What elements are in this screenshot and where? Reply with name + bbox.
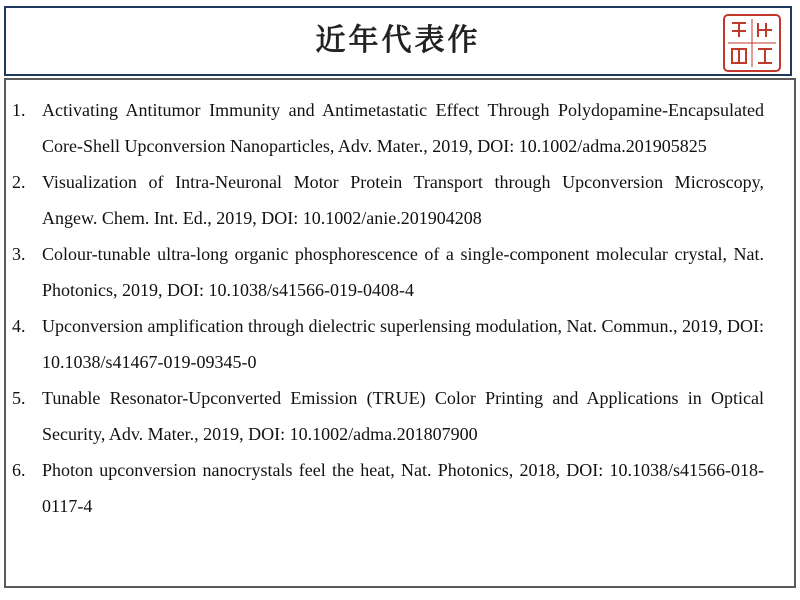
publication-list	[12, 92, 764, 524]
publication-item	[12, 236, 764, 308]
publication-text: Photon upconversion nanocrystals feel the heat, Nat. Photonics, 2018, DOI: 10.1038/s41566-018-0117-4	[42, 460, 764, 516]
publication-number: 5.	[12, 388, 26, 408]
publication-item	[12, 452, 764, 524]
publication-number: 4.	[12, 316, 26, 336]
publication-text: Tunable Resonator-Upconverted Emission (TRUE) Color Printing and Applications in Optical Security, Adv. Mater., 2019, DOI: 10.1002/adma.201807900	[42, 388, 764, 444]
title-bar	[4, 6, 792, 76]
publication-number: 2.	[12, 172, 26, 192]
publication-text: Colour-tunable ultra-long organic phosphorescence of a single-component molecular crystal, Nat. Photonics, 2019, DOI: 10.1038/s41566-019-0408-4	[42, 244, 764, 300]
publication-number: 1.	[12, 100, 26, 120]
seal-stamp-icon	[722, 13, 782, 73]
publication-item	[12, 164, 764, 236]
publication-item	[12, 92, 764, 164]
publication-text: Upconversion amplification through dielectric superlensing modulation, Nat. Commun., 2019, DOI: 10.1038/s41467-019-09345-0	[42, 316, 764, 372]
publication-text: Activating Antitumor Immunity and Antimetastatic Effect Through Polydopamine-Encapsulated Core-Shell Upconversion Nanoparticles, Adv. Mater., 2019, DOI: 10.1002/adma.201905825	[42, 100, 764, 156]
publication-text: Visualization of Intra-Neuronal Motor Protein Transport through Upconversion Microscopy, Angew. Chem. Int. Ed., 2019, DOI: 10.1002/anie.201904208	[42, 172, 764, 228]
page-title: 近年代表作	[315, 23, 481, 58]
publication-number: 6.	[12, 460, 26, 480]
publication-item	[12, 380, 764, 452]
publication-number: 3.	[12, 244, 26, 264]
publication-item	[12, 308, 764, 380]
